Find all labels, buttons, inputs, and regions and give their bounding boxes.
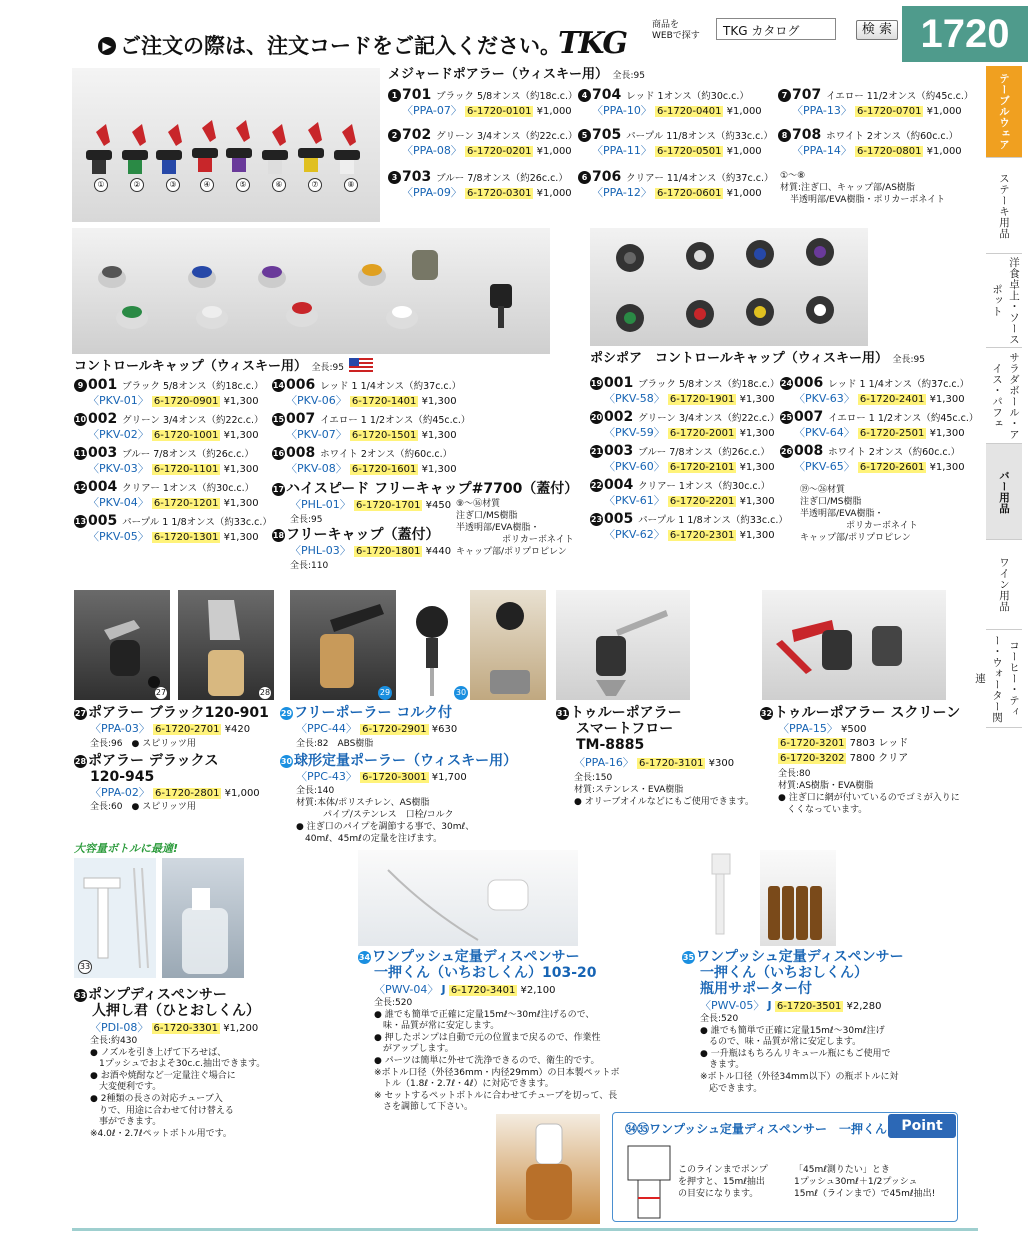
product-code-line: 〈PPA-13〉 6-1720-0701 ¥1,000 xyxy=(792,104,962,117)
product-item-title: 22 004 クリアー 1オンス（約30c.c.） xyxy=(590,477,771,493)
product-item-title: 20 002 グリーン 3/4オンス（約22c.c.） xyxy=(590,409,780,425)
dispenser-line-diagram xyxy=(626,1144,672,1220)
product-item-title: 7 707 イエロー 11/2オンス（約45c.c.） xyxy=(778,88,973,104)
p35-details: 全長:520 ● 誰でも簡単で正確に定量15mℓ～30mℓ注げ るので、味・品質が常に安定します。 ● 一升瓶はもちろんリキュール瓶にもご使用で きます。 ※ボトル口径（外径34mm以下）の瓶ボトルに対 応できます。 xyxy=(700,1014,899,1094)
dispenser-use-photo xyxy=(496,1114,600,1224)
p32-code-b: 6-1720-3202 7800 クリア xyxy=(780,753,909,764)
p32-details: 全長:80 材質:AS樹脂・EVA樹脂 ● 注ぎ口に網が付いているのでゴミが入りに くくなっています。 xyxy=(778,769,960,815)
p31-code-line: 〈PPA-16〉 6-1720-3101 ¥300 xyxy=(574,756,735,769)
order-notice: ▶ ご注文の際は、注文コードをご記入ください。 xyxy=(98,30,561,60)
photo-number: ⑧ xyxy=(344,178,358,192)
photo-number: 30 xyxy=(454,686,468,700)
product-item-title: 24 006 レッド 1 1/4オンス（約37c.c.） xyxy=(780,375,970,391)
photo-number: ② xyxy=(130,178,144,192)
photo-number: ⑤ xyxy=(236,178,250,192)
p27-code-line: 〈PPA-03〉 6-1720-2701 ¥420 xyxy=(90,722,251,735)
brand-logo: TKG xyxy=(558,26,627,61)
pourer-32-photo xyxy=(762,590,946,700)
product-item-title: 2 702 グリーン 3/4オンス（約22c.c.） xyxy=(388,128,578,144)
product-item-title: 13 005 パープル 1 1/8オンス（約33c.c.） xyxy=(74,513,272,529)
web-search xyxy=(652,18,902,46)
highspeed-length: 全長:95 xyxy=(290,515,323,525)
product-item-title: 8 708 ホワイト 2オンス（約60c.c.） xyxy=(778,128,958,144)
measured-pourer-photo xyxy=(72,68,380,222)
footer-divider xyxy=(72,1228,978,1231)
product-code-line: 〈PKV-02〉 6-1720-1001 ¥1,300 xyxy=(88,428,259,441)
p35-title: 35 ワンプッシュ定量ディスペンサー xyxy=(682,949,904,965)
product-code-line: 〈PKV-04〉 6-1720-1201 ¥1,300 xyxy=(88,496,259,509)
side-tab-wine[interactable]: ワイン用品 xyxy=(986,540,1022,630)
point-header: ㉞㉟ワンプッシュ定量ディスペンサー 一押くん xyxy=(625,1122,887,1136)
side-tab-coffee[interactable]: コーヒー・ティー・ウォーター関連 xyxy=(986,630,1022,728)
p28-note: 全長:60 ● スピリッツ用 xyxy=(90,802,196,812)
p34-code-line: 〈PWV-04〉 J 6-1720-3401 ¥2,100 xyxy=(374,983,556,996)
product-code-line: 〈PPA-12〉 6-1720-0601 ¥1,000 xyxy=(592,186,762,199)
side-tab-sauce[interactable]: 洋食卓上・ソースポット xyxy=(986,254,1022,348)
photo-number: ③ xyxy=(166,178,180,192)
product-item-title: 16 008 ホワイト 2オンス（約60c.c.） xyxy=(272,445,453,461)
product-code-line: 〈PKV-62〉 6-1720-2301 ¥1,300 xyxy=(604,528,775,541)
product-code-line: 〈PKV-07〉 6-1720-1501 ¥1,300 xyxy=(286,428,457,441)
p28-title: 28 ポアラー デラックス xyxy=(74,753,219,769)
p33-name2: 人押し君（ひとおしくん） xyxy=(92,1003,260,1019)
highspeed-code-line: 〈PHL-01〉 6-1720-1701 ¥450 xyxy=(290,498,452,511)
product-item-title: 9 001 ブラック 5/8オンス（約18c.c.） xyxy=(74,378,264,394)
product-code-line: 〈PKV-64〉 6-1720-2501 ¥1,300 xyxy=(794,426,965,439)
p32-code-a: 6-1720-3201 7803 レッド xyxy=(780,738,909,749)
measured-material: ①～⑧ 材質:注ぎ口、キャップ部/AS樹脂 半透明部/EVA樹脂・ポリカーボネイト xyxy=(780,171,946,205)
freecap-length: 全長:110 xyxy=(290,561,329,571)
side-tab-bar[interactable]: バー用品 xyxy=(986,444,1022,540)
posi-title: ポシポア コントロールキャップ（ウィスキー用） 全長:95 xyxy=(590,351,925,366)
freecap-title: 18 フリーキャップ（蓋付） xyxy=(272,527,440,543)
product-code-line: 〈PPA-07〉 6-1720-0101 ¥1,000 xyxy=(402,104,572,117)
pourer-31-photo xyxy=(556,590,690,700)
p33-details: 全長:約430 ● ノズルを引き上げて下ろせば、 1プッシュでおよそ30c.c.抽出できます。 ● お酒や焼酎など一定量注ぐ場合に 大変便利です。 ● 2種類の長さの対応チューブ入 りで、用途に合わせて付け替える 事ができます。 ※4.0ℓ・2.7ℓペットボトル用です。 xyxy=(90,1036,266,1139)
p31-title: 31 トゥルーポアラー xyxy=(556,705,682,721)
photo-number: ① xyxy=(94,178,108,192)
product-code-line: 〈PPA-09〉 6-1720-0301 ¥1,000 xyxy=(402,186,572,199)
product-code-line: 〈PPA-10〉 6-1720-0401 ¥1,000 xyxy=(592,104,762,117)
pourer-28-photo xyxy=(178,590,274,700)
photo-number: ④ xyxy=(200,178,214,192)
freecap-code-line: 〈PHL-03〉 6-1720-1801 ¥440 xyxy=(290,544,452,557)
dispenser-34-photo xyxy=(358,850,578,946)
control-caps-illustration xyxy=(72,228,550,354)
photo-number: ⑦ xyxy=(308,178,322,192)
p32-price-line: 〈PPA-15〉 ¥500 xyxy=(778,722,867,735)
search-button[interactable]: 検 索 xyxy=(856,20,898,40)
arrow-bullet-icon: ▶ xyxy=(98,37,116,55)
product-code-line: 〈PKV-59〉 6-1720-2001 ¥1,300 xyxy=(604,426,775,439)
p33-title: 33 ポンプディスペンサー xyxy=(74,987,227,1003)
product-code-line: 〈PKV-58〉 6-1720-1901 ¥1,300 xyxy=(604,392,775,405)
p31-details: 全長:150 材質:ステンレス・EVA樹脂 ● オリーブオイルなどにもご使用できます。 xyxy=(574,773,755,807)
product-code-line: 〈PPA-11〉 6-1720-0501 ¥1,000 xyxy=(592,144,762,157)
product-item-title: 10 002 グリーン 3/4オンス（約22c.c.） xyxy=(74,411,264,427)
control-cap-photo xyxy=(72,228,550,354)
pourer-bottles-illustration xyxy=(72,68,380,222)
side-tab-steak[interactable]: ステーキ用品 xyxy=(986,158,1022,254)
product-item-title: 1 701 ブラック 5/8オンス（約18c.c.） xyxy=(388,88,578,104)
search-label: 商品を WEBで探す xyxy=(652,20,700,41)
product-item-title: 26 008 ホワイト 2オンス（約60c.c.） xyxy=(780,443,961,459)
product-item-title: 23 005 パープル 1 1/8オンス（約33c.c.） xyxy=(590,511,788,527)
p30-details: 全長:140 材質:本体/ポリスチレン、AS樹脂 パイプ/ステンレス 口栓/コルク ● 注ぎ口のパイプを調節する事で、30mℓ、 40mℓ、45mℓの定量を注げます。 xyxy=(296,786,475,844)
pourer-29-photo xyxy=(290,590,396,700)
p27-note: 全長:96 ● スピリッツ用 xyxy=(90,739,196,749)
measured-title: メジャードポアラー（ウィスキー用） 全長:95 xyxy=(388,67,645,82)
p29-note: 全長:82 ABS樹脂 xyxy=(296,739,374,749)
pourer-30-use-photo xyxy=(470,590,546,700)
product-item-title: 6 706 クリアー 11/4オンス（約37c.c.） xyxy=(578,170,773,186)
dispenser-35-bottles-photo xyxy=(760,850,836,946)
p29-title: 29 フリーポーラー コルク付 xyxy=(280,705,453,721)
dispenser-35-photo xyxy=(682,850,758,946)
photo-number: 29 xyxy=(378,686,392,700)
p34-title: 34 ワンプッシュ定量ディスペンサー xyxy=(358,949,580,965)
product-code-line: 〈PKV-65〉 6-1720-2601 ¥1,300 xyxy=(794,460,965,473)
dispenser-33-use-photo xyxy=(162,858,244,978)
p30-title: 30 球形定量ポーラー（ウィスキー用） xyxy=(280,753,518,769)
p34-details: 全長:520 ● 誰でも簡単で正確に定量15mℓ～30mℓ注げるので、 味・品質が常に安定します。 ● 押したポンプは自動で元の位置まで戻るので、作業性 がアップします。 ● パーツは簡単に外せて洗浄できるので、衛生的です。 ※ボトル口径（外径36mm・内径29mm）の日本製ペットボ トル（1.8ℓ・2.7ℓ・4ℓ）に対応できます。 ※ セットするペットボトルに合わせてチューブを切って、長 さを調節して下さい。 xyxy=(374,998,620,1113)
p34-name2: 一押くん（いちおしくん）103-20 xyxy=(374,965,597,981)
photo-number: 33 xyxy=(78,960,92,974)
product-code-line: 〈PPA-08〉 6-1720-0201 ¥1,000 xyxy=(402,144,572,157)
posi-material: ⑲～㉖材質 注ぎ口/MS樹脂 半透明部/EVA樹脂・ ポリカーボネイト キャップ部/ポリプロピレン xyxy=(800,485,918,543)
point-left-text: このラインまでポンプ を押すと、15mℓ抽出 の目安になります。 xyxy=(678,1165,768,1199)
point-right-text: 「45mℓ測りたい」とき 1プッシュ30mℓ＋1/2プッシュ 15mℓ（ラインまで）で45mℓ抽出! xyxy=(794,1165,936,1199)
highspeed-title: 17 ハイスピード フリーキャップ#7700（蓋付） xyxy=(272,481,579,497)
side-tab-tableware[interactable]: テーブルウェア xyxy=(986,66,1022,158)
product-item-title: 5 705 パープル 11/8オンス（約33c.c.） xyxy=(578,128,773,144)
pourer-30-photo xyxy=(402,590,468,700)
product-item-title: 11 003 ブルー 7/8オンス（約26c.c.） xyxy=(74,445,254,461)
photo-number: ⑥ xyxy=(272,178,286,192)
p35-name3: 瓶用サポーター付 xyxy=(700,981,812,997)
p35-name2: 一押くん（いちおしくん） xyxy=(700,965,868,981)
product-item-title: 25 007 イエロー 1 1/2オンス（約45c.c.） xyxy=(780,409,979,425)
product-item-title: 21 003 ブルー 7/8オンス（約26c.c.） xyxy=(590,443,770,459)
product-code-line: 〈PKV-63〉 6-1720-2401 ¥1,300 xyxy=(794,392,965,405)
product-code-line: 〈PKV-01〉 6-1720-0901 ¥1,300 xyxy=(88,394,259,407)
pourer-27-photo xyxy=(74,590,170,700)
product-code-line: 〈PPA-14〉 6-1720-0801 ¥1,000 xyxy=(792,144,962,157)
p28-code-line: 〈PPA-02〉 6-1720-2801 ¥1,000 xyxy=(90,786,260,799)
posi-caps-illustration xyxy=(590,228,868,346)
photo-number: 27 xyxy=(154,686,168,700)
product-item-title: 4 704 レッド 1オンス（約30c.c.） xyxy=(578,88,749,104)
p32-title: 32 トゥルーポアラー スクリーン xyxy=(760,705,961,721)
p31-model: TM-8885 xyxy=(576,737,645,753)
product-item-title: 14 006 レッド 1 1/4オンス（約37c.c.） xyxy=(272,377,462,393)
control-title: コントロールキャップ（ウィスキー用） 全長:95 xyxy=(74,358,373,375)
p33-code-line: 〈PDI-08〉 6-1720-3301 ¥1,200 xyxy=(90,1021,259,1034)
p29-code-line: 〈PPC-44〉 6-1720-2901 ¥630 xyxy=(296,722,458,735)
dispenser-33-parts-photo xyxy=(74,858,156,978)
us-flag-icon xyxy=(349,358,373,372)
product-code-line: 〈PKV-60〉 6-1720-2101 ¥1,300 xyxy=(604,460,775,473)
product-code-line: 〈PKV-61〉 6-1720-2201 ¥1,300 xyxy=(604,494,775,507)
side-tab-salad[interactable]: サラダボール・アイス・パフェ xyxy=(986,348,1022,444)
product-item-title: 3 703 ブルー 7/8オンス（約26c.c.） xyxy=(388,170,568,186)
p28-model: 120-945 xyxy=(90,769,155,785)
p27-title: 27 ポアラー ブラック120-901 xyxy=(74,705,269,721)
product-item-title: 15 007 イエロー 1 1/2オンス（約45c.c.） xyxy=(272,411,471,427)
control-material: ⑨～⑯材質 注ぎ口/MS樹脂 半透明部/EVA樹脂・ ポリカーボネイト キャップ部/ポリプロピレン xyxy=(456,499,574,557)
search-input[interactable]: TKG カタログ xyxy=(716,18,836,40)
product-code-line: 〈PKV-05〉 6-1720-1301 ¥1,300 xyxy=(88,530,259,543)
product-item-title: 19 001 ブラック 5/8オンス（約18c.c.） xyxy=(590,375,780,391)
product-item-title: 12 004 クリアー 1オンス（約30c.c.） xyxy=(74,479,255,495)
p35-code-line: 〈PWV-05〉 J 6-1720-3501 ¥2,280 xyxy=(700,999,882,1012)
product-code-line: 〈PKV-03〉 6-1720-1101 ¥1,300 xyxy=(88,462,259,475)
product-code-line: 〈PKV-08〉 6-1720-1601 ¥1,300 xyxy=(286,462,457,475)
photo-number: 28 xyxy=(258,686,272,700)
product-code-line: 〈PKV-06〉 6-1720-1401 ¥1,300 xyxy=(286,394,457,407)
p31-name2: スマートフロー xyxy=(576,721,674,737)
page-number: 1720 xyxy=(902,6,1028,62)
p30-code-line: 〈PPC-43〉 6-1720-3001 ¥1,700 xyxy=(296,770,467,783)
point-tag: Point xyxy=(888,1114,956,1138)
dispenser-banner: 大容量ボトルに最適! xyxy=(74,842,179,855)
posi-cap-photo xyxy=(590,228,868,346)
